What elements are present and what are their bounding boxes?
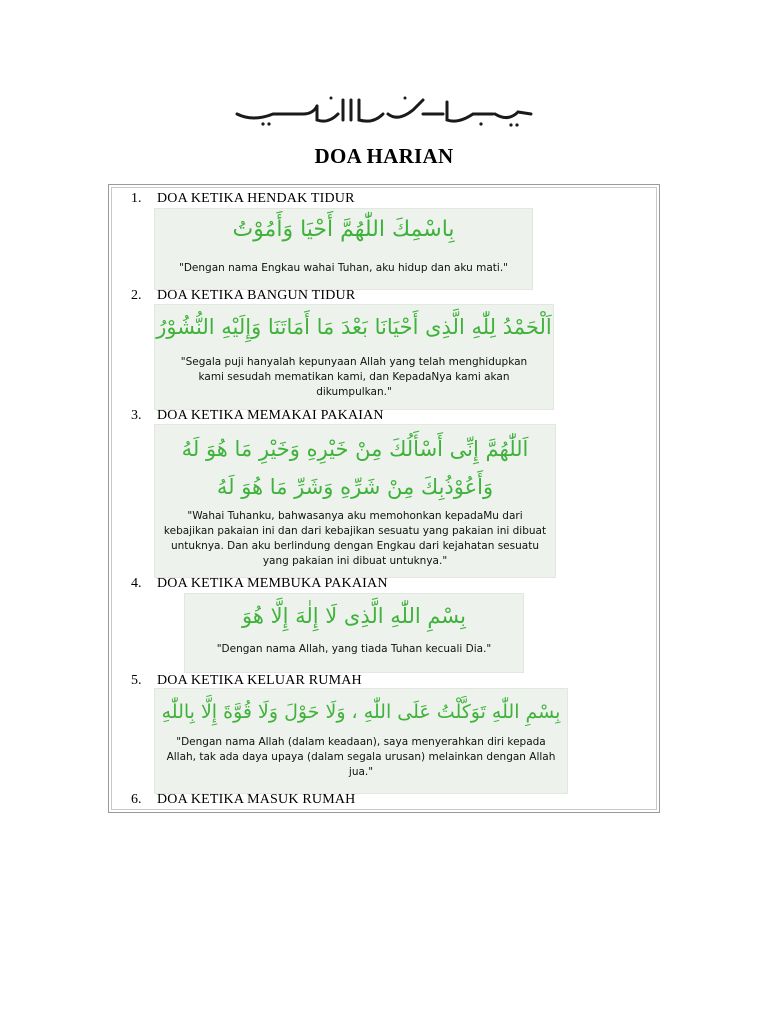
item-title-keluar-rumah: DOA KETIKA KELUAR RUMAH <box>157 673 362 688</box>
basmala-calligraphy <box>233 92 536 132</box>
arabic-text-line-1: اَللّٰهُمَّ إِنِّى أَسْأَلُكَ مِنْ خَيْرِهِ وَخَيْرِ مَا هُوَ لَهُ <box>181 437 529 461</box>
arabic-text: اَلْحَمْدُ لِلّٰهِ الَّذِى أَحْيَانَا بَعْدَ مَا أَمَاتَنَا وَإِلَيْهِ النُّشُوْرُ <box>156 315 552 339</box>
meaning-text: "Dengan nama Allah, yang tiada Tuhan kecuali Dia." <box>216 643 492 655</box>
doa-card-hendak-tidur <box>154 208 533 290</box>
arabic-text: بِسْمِ اللّٰهِ تَوَكَّلْتُ عَلَى اللّٰهِ ، وَلَا حَوْلَ وَلَا قُوَّةَ إِلَّا بِاللّٰهِ <box>161 701 561 723</box>
meaning-text: "Segala puji hanyalah kepunyaan Allah yang telah menghidupkan kami sesudah mematikan kami, dan KepadaNya kami akan dikumpulkan." <box>180 356 528 398</box>
meaning-text: "Wahai Tuhanku, bahwasanya aku memohonkan kepadaMu dari kebajikan pakaian ini dan dari kebajikan sesuatu yang pakaian ini dibuat untuknya. Dan aku berlindung dengan Engkau dari kejahatan sesuatu yang pakaian ini dibuat untuknya." <box>163 510 547 567</box>
item-title-memakai-pakaian: DOA KETIKA MEMAKAI PAKAIAN <box>157 408 384 423</box>
basmala-image <box>233 92 536 132</box>
doa-card-bangun-tidur <box>154 304 554 410</box>
meaning-text: "Dengan nama Allah (dalam keadaan), saya menyerahkan diri kepada Allah, tak ada daya upaya (dalam segala urusan) melainkan dengan Allah jua." <box>166 736 556 778</box>
item-number: 1. <box>131 191 142 206</box>
doa-card-membuka-pakaian <box>184 593 524 673</box>
item-title-bangun-tidur: DOA KETIKA BANGUN TIDUR <box>157 288 356 303</box>
item-title-hendak-tidur: DOA KETIKA HENDAK TIDUR <box>157 191 355 206</box>
item-title-membuka-pakaian: DOA KETIKA MEMBUKA PAKAIAN <box>157 576 388 591</box>
item-number: 4. <box>131 576 142 591</box>
arabic-text: بِسْمِ اللّٰهِ الَّذِى لَا إِلٰهَ إِلَّا هُوَ <box>242 604 466 628</box>
meaning-text: "Dengan nama Engkau wahai Tuhan, aku hidup dan aku mati." <box>179 262 508 274</box>
arabic-text: بِاسْمِكَ اللّٰهُمَّ أَحْيَا وَأَمُوْتُ <box>232 217 455 242</box>
item-number: 3. <box>131 408 142 423</box>
arabic-text-line-2: وَأَعُوْذُبِكَ مِنْ شَرِّهِ وَشَرِّ مَا هُوَ لَهُ <box>216 475 494 499</box>
item-number: 2. <box>131 288 142 303</box>
item-number: 5. <box>131 673 142 688</box>
item-title-masuk-rumah: DOA KETIKA MASUK RUMAH <box>157 792 356 807</box>
doa-card-keluar-rumah <box>154 688 568 794</box>
page-title: DOA HARIAN <box>314 144 454 168</box>
item-number: 6. <box>131 792 142 807</box>
doa-card-memakai-pakaian <box>154 424 556 578</box>
